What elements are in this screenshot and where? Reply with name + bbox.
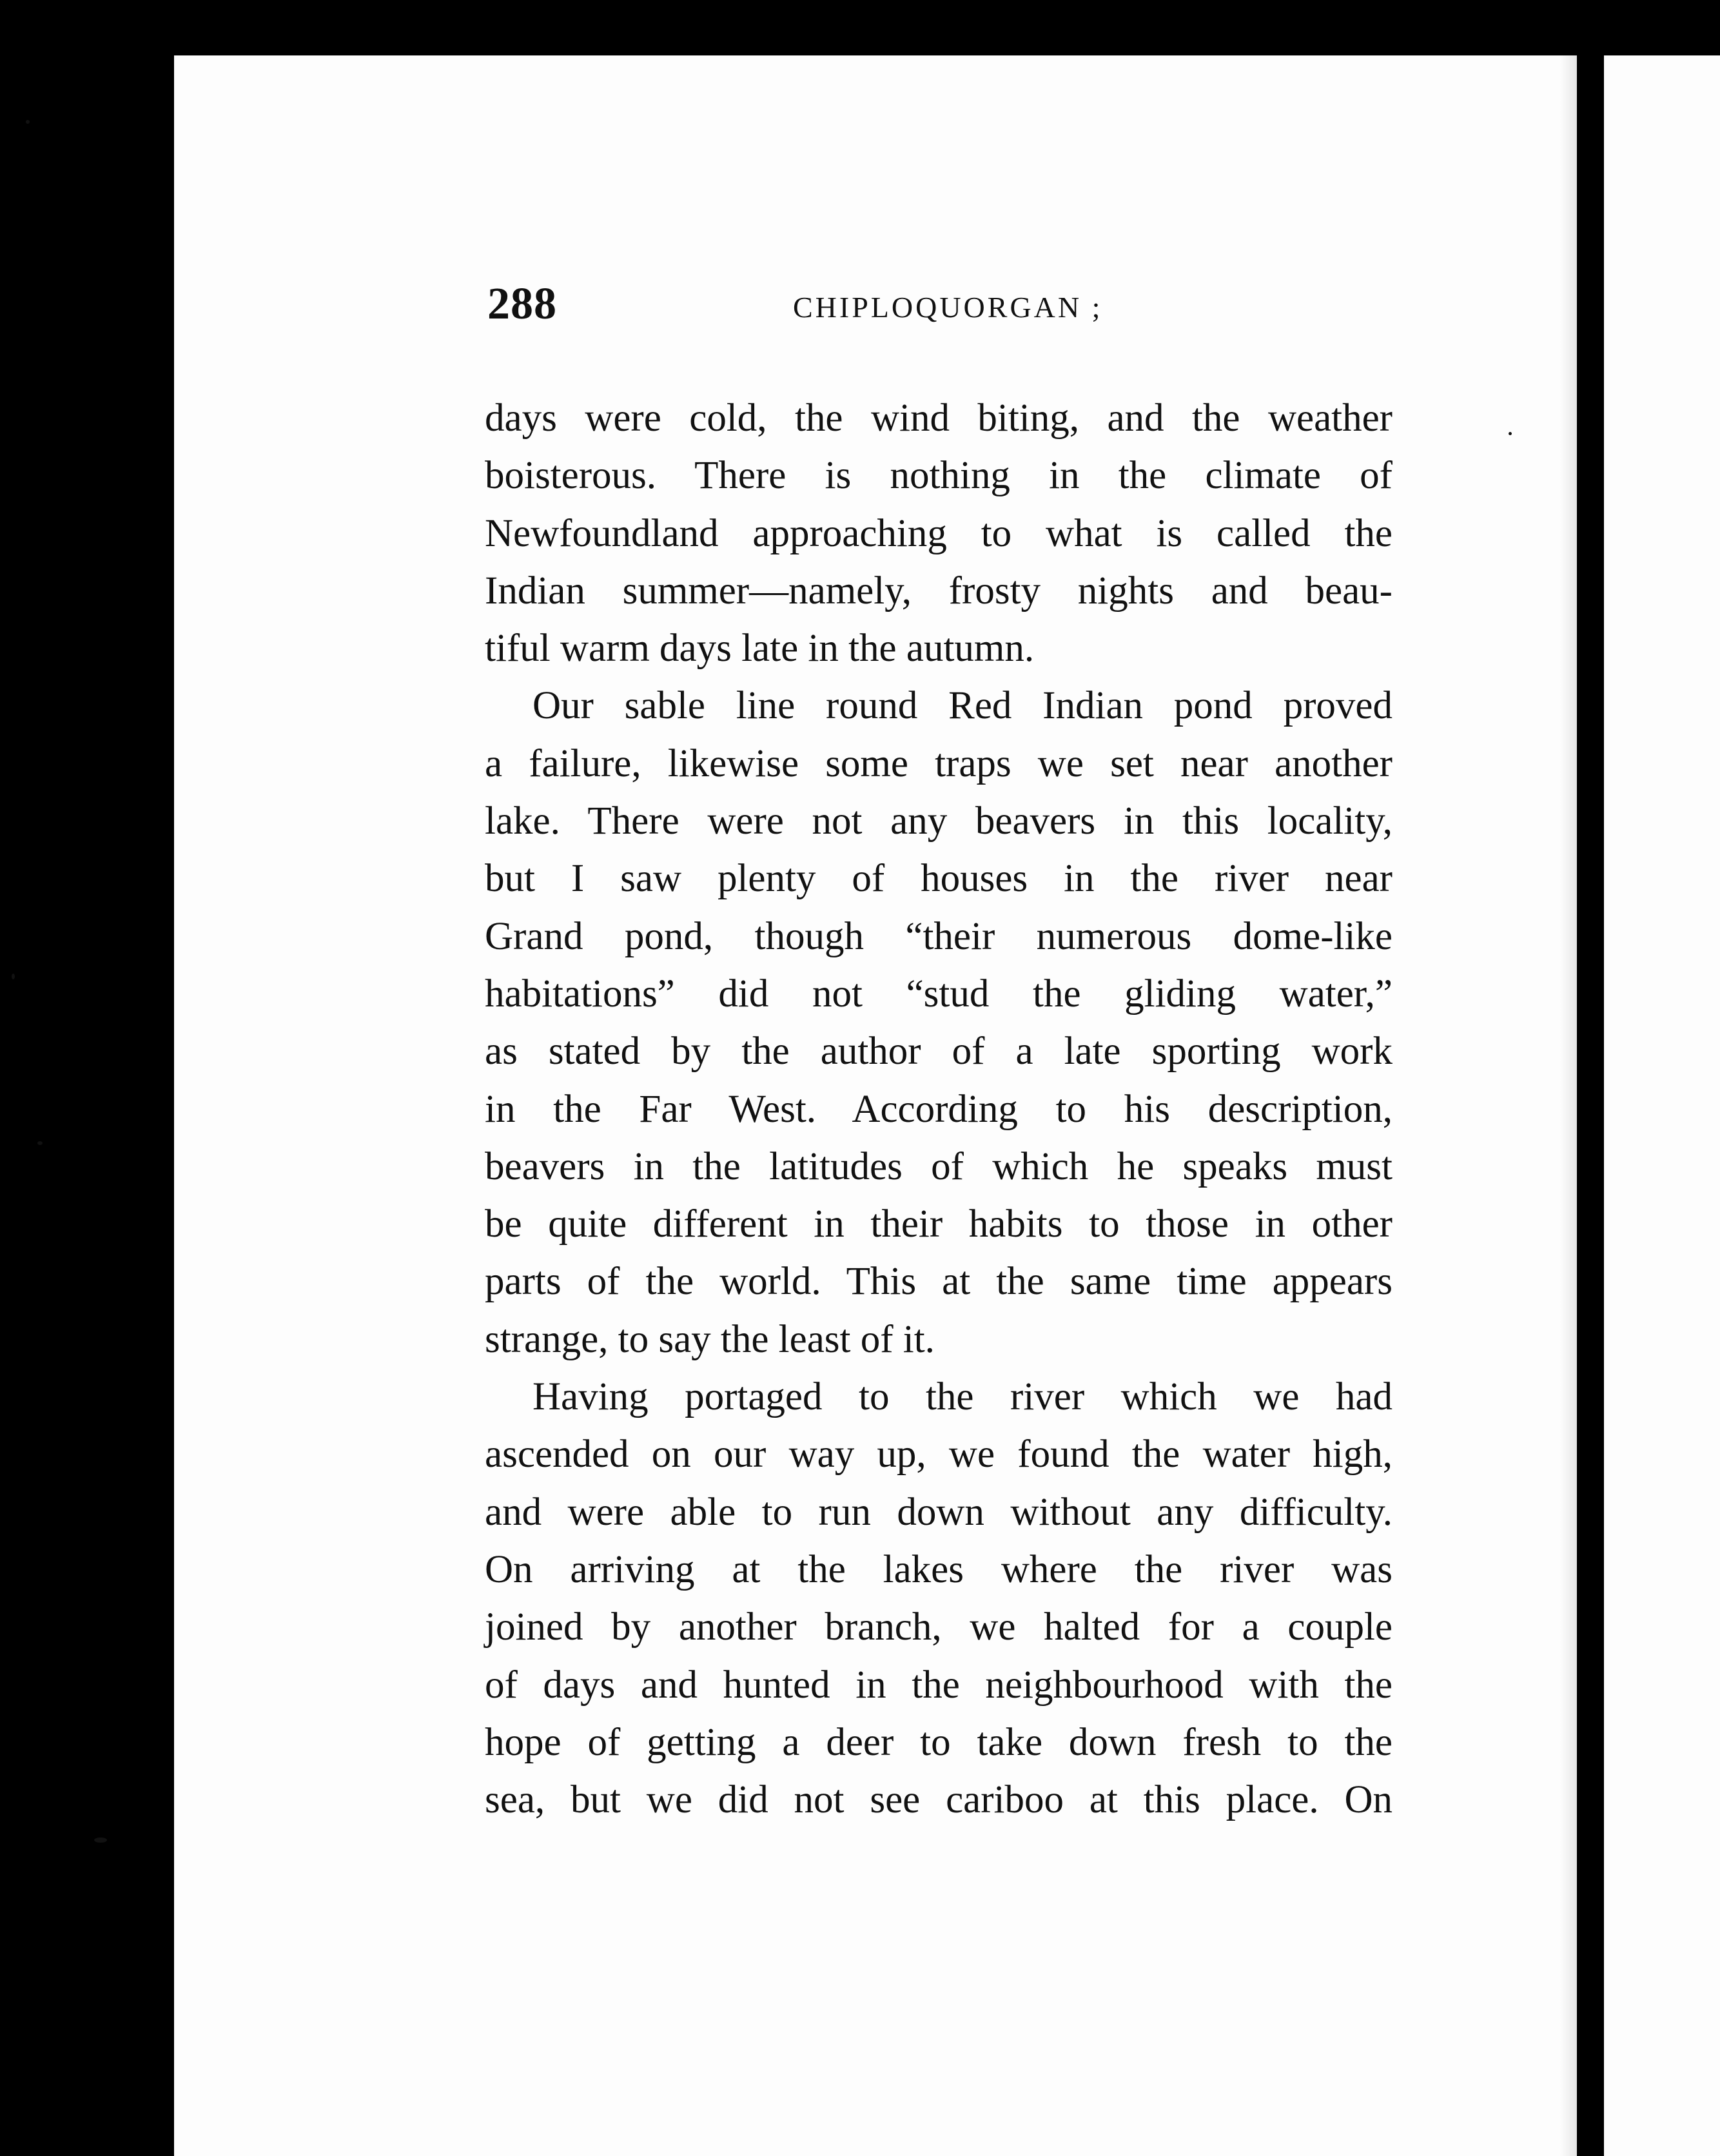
scan-speck [26,120,30,124]
text-line: in the Far West. According to his description, [485,1087,1393,1131]
text-line: lake. There were not any beavers in this locality, [485,799,1393,843]
text-line: beavers in the latitudes of which he speaks must [485,1144,1393,1188]
page-header [487,279,1390,349]
text-line: Grand pond, though “their numerous dome-like [485,914,1393,958]
text-line: and were able to run down without any difficulty. [485,1490,1393,1534]
text-line: tiful warm days late in the autumn. [485,627,1035,671]
text-line: boisterous. There is nothing in the climate of [485,454,1393,498]
text-line: parts of the world. This at the same time appears [485,1260,1393,1304]
text-line: but I saw plenty of houses in the river near [485,857,1393,901]
scan-speck [1509,432,1512,435]
text-line: of days and hunted in the neighbourhood with the [485,1663,1393,1707]
text-line: Our sable line round Red Indian pond proved [533,684,1393,728]
text-line: as stated by the author of a late sporting work [485,1030,1393,1073]
scan-speck [37,1141,43,1145]
text-line: a failure, likewise some traps we set near another [485,741,1393,785]
text-line: ascended on our way up, we found the water high, [485,1433,1393,1476]
scan-speck [12,974,15,979]
text-line: Newfoundland approaching to what is called the [485,511,1393,555]
text-line: habitations” did not “stud the gliding water,” [485,972,1393,1015]
text-line: Indian summer—namely, frosty nights and beau- [485,569,1393,612]
text-line: Having portaged to the river which we had [533,1375,1393,1419]
text-line: hope of getting a deer to take down fresh to the [485,1720,1393,1764]
scan-speck [94,1838,107,1843]
page-number: 288 [487,279,557,329]
text-line: sea, but we did not see cariboo at this place. On [485,1778,1393,1822]
text-line: On arriving at the lakes where the river was [485,1547,1393,1591]
page-edge [1560,55,1577,2156]
adjacent-page-strip [1604,55,1720,2156]
text-line: be quite different in their habits to those in other [485,1202,1393,1246]
text-line: strange, to say the least of it. [485,1317,935,1361]
body-text [485,389,1393,1828]
running-head: CHIPLOQUORGAN ; [793,291,1103,324]
text-line: joined by another branch, we halted for a couple [485,1605,1393,1649]
text-line: days were cold, the wind biting, and the weather [485,397,1393,440]
